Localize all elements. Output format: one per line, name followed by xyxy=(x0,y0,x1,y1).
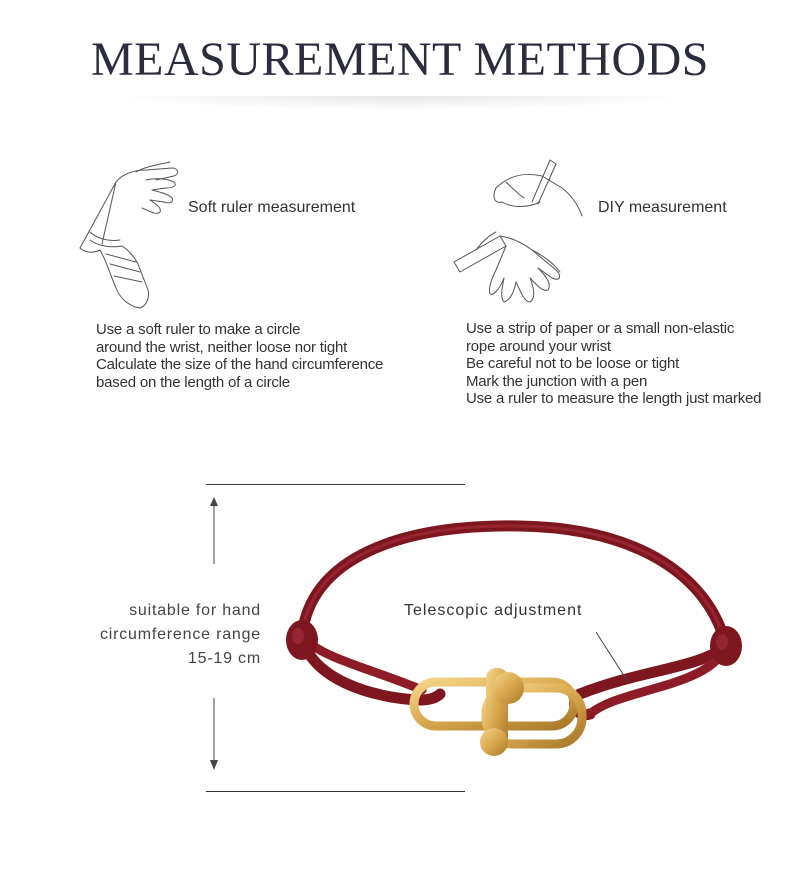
range-line-1: suitable for hand xyxy=(129,602,261,619)
diy-label: DIY measurement xyxy=(598,199,727,216)
title-shadow xyxy=(110,96,690,110)
range-label xyxy=(100,599,261,671)
description-line: around the wrist, neither loose nor tight xyxy=(96,338,348,356)
up-arrow-icon xyxy=(208,496,220,566)
page-title: MEASUREMENT METHODS xyxy=(91,33,709,86)
description-line: Mark the junction with a pen xyxy=(466,372,648,390)
range-top-line xyxy=(206,484,465,485)
range-line-2: circumference range xyxy=(99,626,261,643)
bracelet-image xyxy=(280,518,750,768)
soft-ruler-hand-illustration xyxy=(76,160,186,310)
adjustment-pointer-line xyxy=(594,630,634,686)
description-line: rope around your wrist xyxy=(466,337,611,355)
description-line: Calculate the size of the hand circumference xyxy=(96,356,384,373)
soft-ruler-description xyxy=(96,321,383,391)
diy-hand-illustration xyxy=(452,158,588,312)
description-line: based on the length of a circle xyxy=(96,373,290,391)
range-value: 15-19 cm xyxy=(187,650,261,667)
diy-description xyxy=(466,320,761,408)
description-line: Be careful not to be loose or tight xyxy=(466,355,680,372)
down-arrow-icon xyxy=(208,698,220,772)
range-bottom-line xyxy=(206,791,465,792)
description-line: Use a soft ruler to make a circle xyxy=(96,321,301,338)
soft-ruler-label: Soft ruler measurement xyxy=(188,199,356,216)
description-line: Use a ruler to measure the length just marked xyxy=(466,390,762,407)
description-line: Use a strip of paper or a small non-elastic xyxy=(466,320,735,337)
telescopic-adjustment-label: Telescopic adjustment xyxy=(404,602,583,619)
